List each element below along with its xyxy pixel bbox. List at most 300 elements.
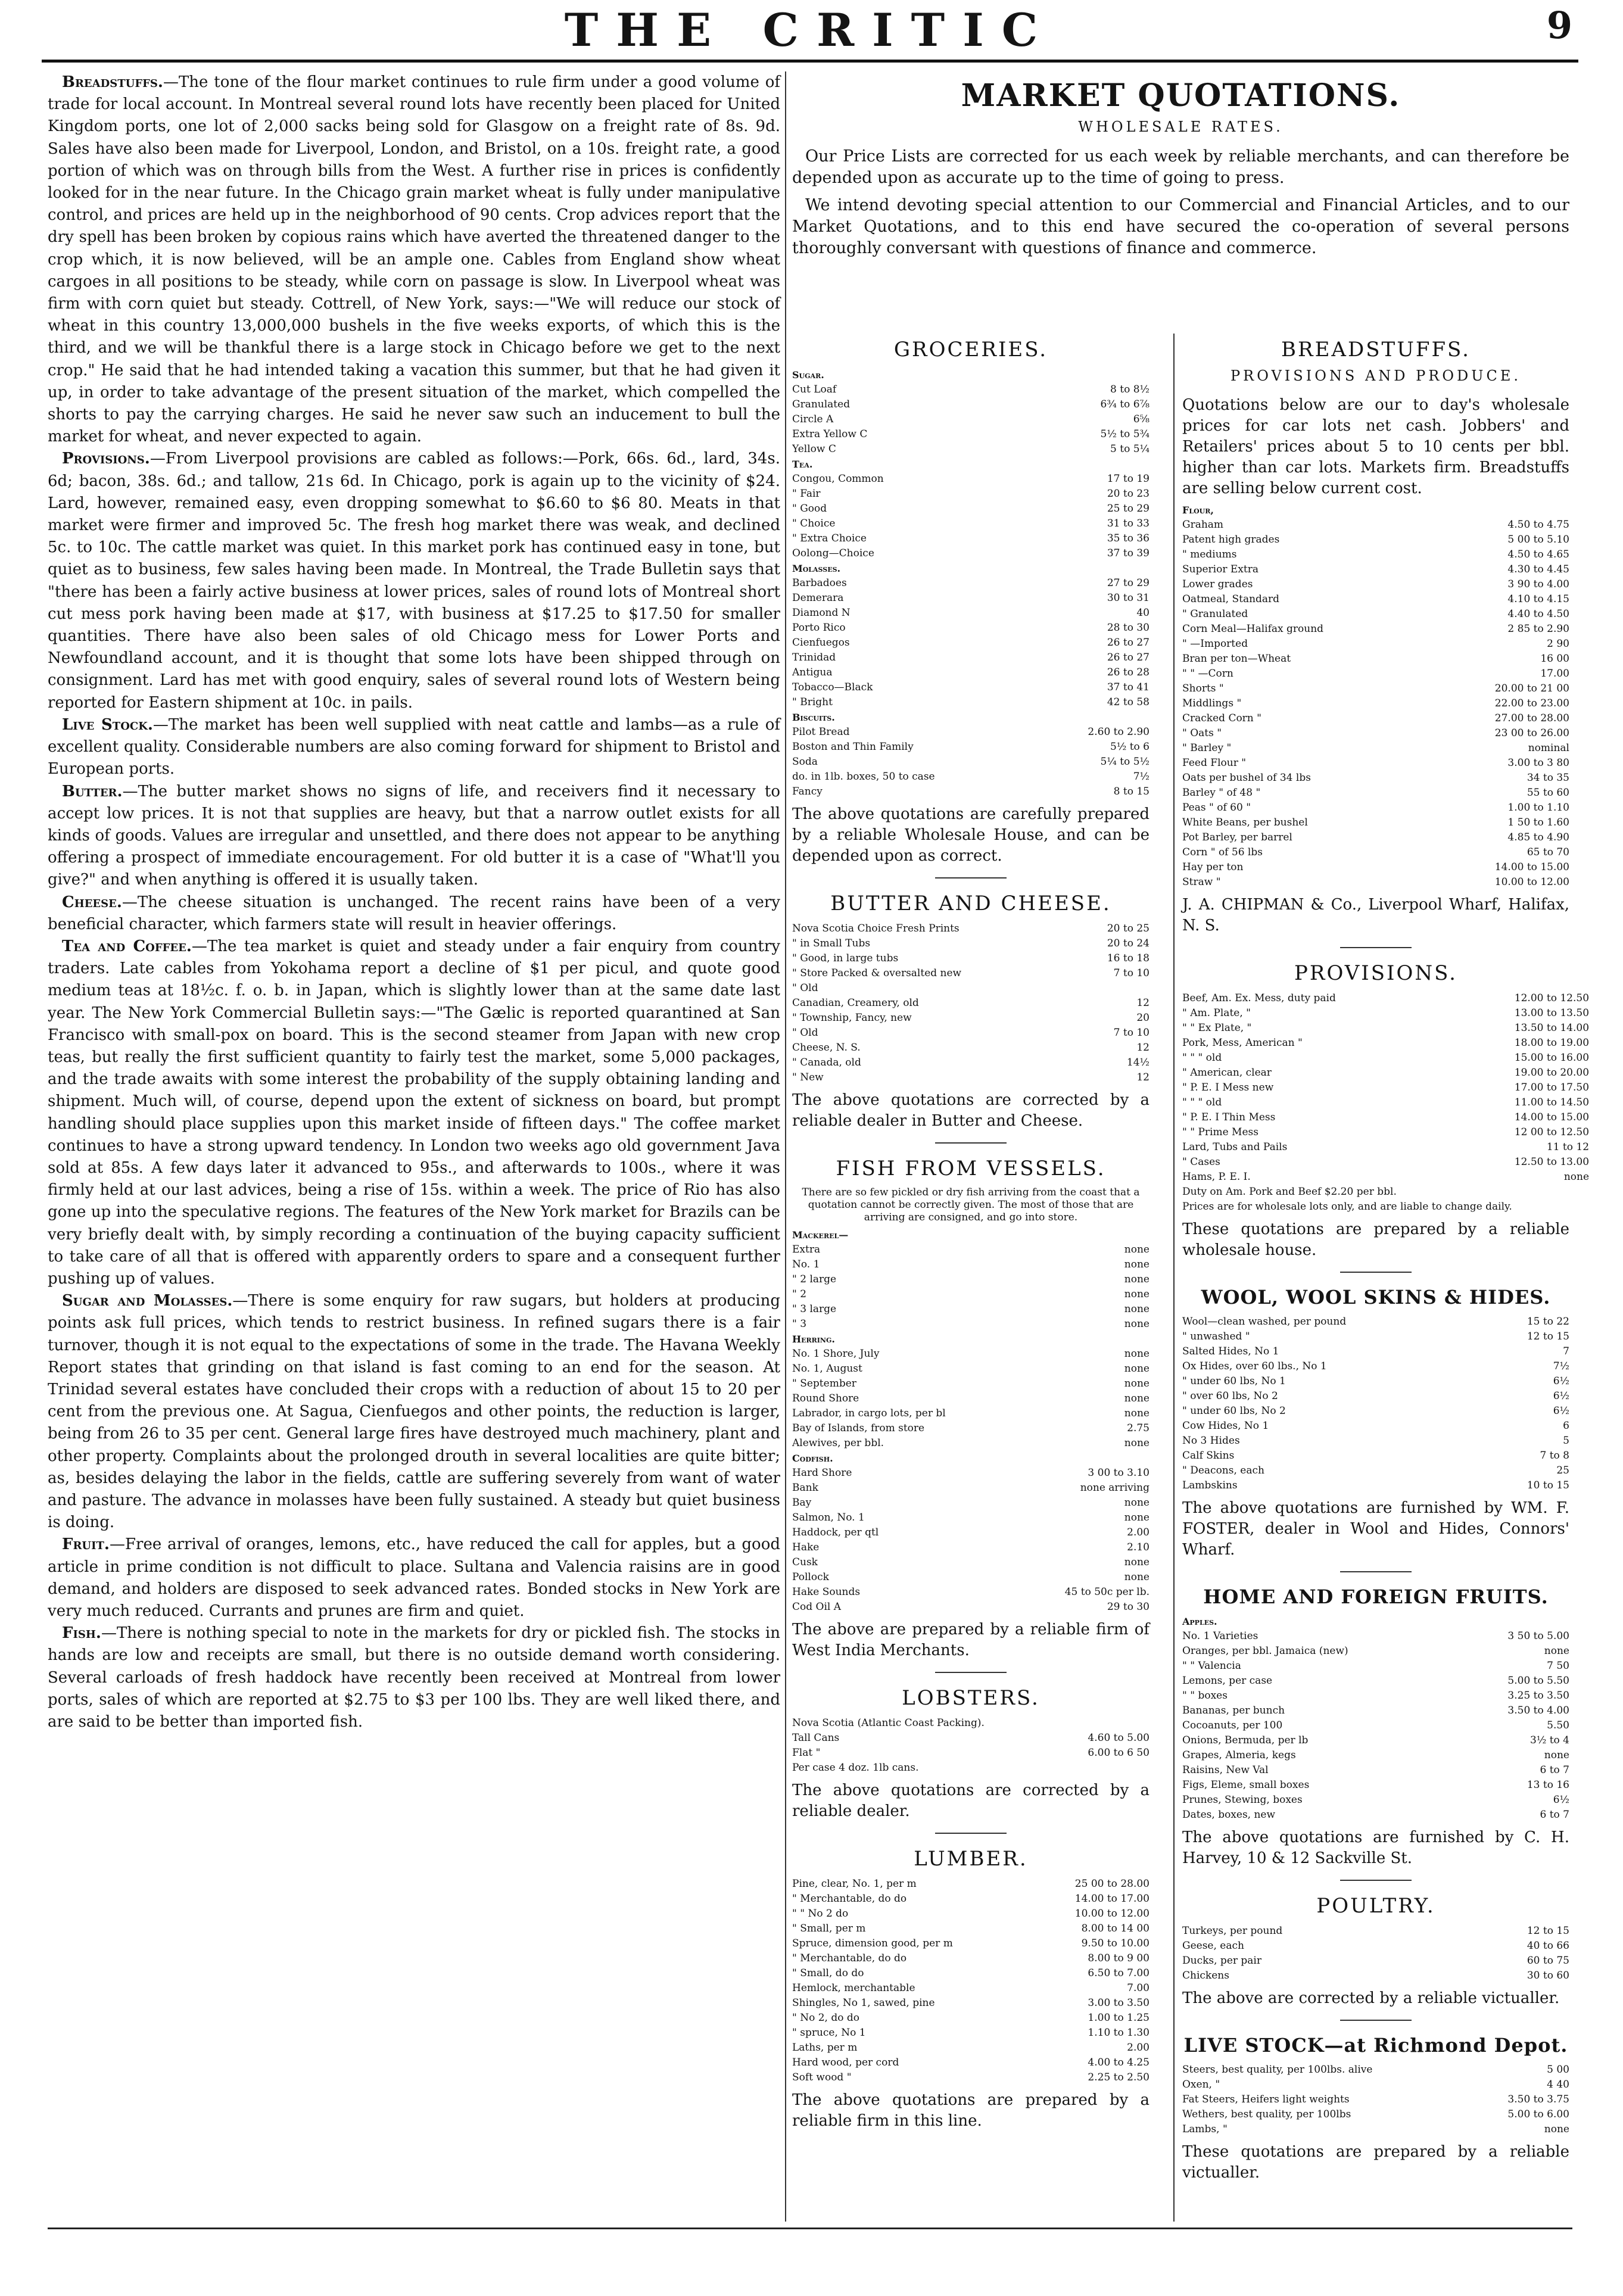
price-row [792,1496,1150,1510]
price-row [792,1272,1150,1287]
price-row [792,576,1150,591]
paragraph-lead: Provisions. [62,450,150,468]
item-name: " P. E. I Thin Mess [1182,1111,1276,1123]
item-price: 14.00 to 15.00 [1514,1111,1590,1123]
item-price: 14½ [1126,1057,1150,1068]
price-row [792,784,1150,799]
item-price: 9.50 to 10.00 [1081,1937,1150,1949]
price-row [1182,592,1569,607]
fruits-section [1182,1585,1569,1881]
wool-note: The above quotations are furnished by WM. F. FOSTER, dealer in Wool and Hides, Connors' Wharf. [1182,1499,1569,1559]
item-price: 1 50 to 1.60 [1507,817,1569,828]
item-price: 14.00 to 17.00 [1074,1893,1150,1905]
item-price: 12 to 15 [1527,1925,1569,1937]
market-quotations-header [792,71,1569,265]
item-price [1039,457,1150,472]
price-row [792,1376,1150,1391]
item-name: Grapes, Almeria, kegs [1182,1749,1296,1761]
price-row [1182,2122,1569,2137]
item-price: 20 to 23 [1107,488,1150,500]
price-row [792,1746,1150,1761]
price-row [1182,1006,1589,1021]
price-row [1182,771,1569,786]
item-price: 1.00 to 1.10 [1507,802,1569,814]
item-name: Nova Scotia (Atlantic Coast Packing). [792,1717,985,1729]
item-price: 6.00 to 6 50 [1088,1747,1150,1759]
item-name: Salmon, No. 1 [792,1512,865,1524]
item-name: Antigua [792,666,833,678]
price-row [1182,1703,1569,1718]
price-row [1182,1448,1569,1463]
item-price: 5¼ to 5½ [1100,756,1150,768]
price-row [1182,875,1569,890]
price-row [792,1257,1150,1272]
item-price: 4.85 to 4.90 [1507,831,1569,843]
paragraph-lead: Tea and Coffee. [62,937,192,955]
item-name: do. in 1lb. boxes, 50 to case [792,771,935,783]
livestock-section [1182,2034,1569,2183]
item-price: none [1124,1392,1150,1404]
price-row [1182,562,1569,577]
poultry-heading: POULTRY. [1316,1894,1435,1918]
item-price: 17 to 19 [1107,473,1150,485]
butter-heading: BUTTER AND CHEESE. [830,892,1111,915]
wool-heading: WOOL, WOOL SKINS & HIDES. [1201,1286,1551,1309]
item-name: Dates, boxes, new [1182,1809,1276,1821]
price-row [1182,1644,1569,1659]
price-row [1182,1344,1569,1359]
price-row [1182,1793,1569,1808]
price-row [1182,1389,1569,1404]
item-price: 16 00 [1540,653,1569,665]
price-row [792,951,1150,966]
price-row [792,740,1150,755]
item-price: 5 00 to 5.10 [1507,534,1569,546]
item-name: No. 1 Varieties [1182,1630,1258,1642]
item-name: " unwashed " [1182,1331,1250,1342]
item-price: 28 to 30 [1107,622,1150,634]
price-row [1182,1733,1569,1748]
item-name: " Good, in large tubs [792,952,899,964]
paragraph-text: —The butter market shows no signs of life, and receivers find it necessary to accept low prices. It is not that supplies are heavy, but that a narrow outlet exists for all kinds of goods. Values are irregular and unsettled, and there does not appear to be anything offering a prospect of immediate encouragement. For old butter it is a case of "What'll you give?" and when anything is offered it is usually taken. [48,782,780,889]
item-name: Wethers, best quality, per 100lbs [1182,2108,1351,2120]
item-price: none [1124,1363,1150,1375]
item-name: Demerara [792,592,844,604]
market-intro-2: We intend devoting special attention to our Commercial and Financial Articles, and to our Market Quotations, and to this end have secured the co-operation of several persons thoroughly conversant with questions of finance and commerce. [792,196,1569,257]
livestock-price-table [1182,2063,1569,2137]
item-price: 55 to 60 [1527,787,1569,799]
item-price: 8.00 to 9 00 [1088,1952,1150,1964]
price-row [1182,2092,1569,2107]
item-name: Wool—clean washed, per pound [1182,1316,1347,1328]
fruits-heading: HOME AND FOREIGN FRUITS. [1203,1585,1549,1608]
fruits-note: The above quotations are furnished by C. H. Harvey, 10 & 12 Sackville St. [1182,1828,1569,1867]
item-name: " 2 [792,1288,807,1300]
breadstuffs-intro: Quotations below are our to day's wholesale prices for car lots net cash. Jobbers' and Retailers' prices about 5 to 10 cents per bbl. higher than car lots. Markets firm. Breadstuffs are selling below current cost. [1182,396,1569,497]
price-row [792,1040,1150,1055]
livestock-note: These quotations are prepared by a reliable victualler. [1182,2143,1569,2182]
item-name: Hake Sounds [792,1586,861,1598]
item-price: 4.50 to 4.65 [1507,549,1569,560]
price-row [792,367,1150,382]
price-row [1182,830,1569,845]
price-row [1182,991,1589,1006]
wholesale-rates-subtitle: WHOLESALE RATES. [1078,119,1284,135]
item-name: Flat " [792,1747,821,1759]
price-row [1182,652,1569,666]
price-row [792,1026,1150,1040]
price-row [1182,1478,1569,1493]
butter-price-table [792,921,1150,1085]
price-row [792,1332,1150,1347]
item-name: Calf Skins [1182,1450,1235,1462]
item-price: 4.10 to 4.15 [1507,593,1569,605]
item-name: Prices are for wholesale lots only, and are liable to change daily. [1182,1201,1512,1213]
item-price [1060,1761,1150,1775]
item-name: " Old [792,1027,818,1039]
item-price: 3.00 to 3.50 [1088,1997,1150,2009]
paragraph-text: —The tea market is quiet and steady under a fair enquiry from country traders. Late cables from Yokohama report a decline of $1 per picul, and quote good medium teas at 18½c. f. o. b. in Japan, which is slightly lower than at the same date last year. The New York Commercial Bulletin says:—"The Gælic is reported quarantined at San Francisco with small-pox on board. This is the second steamer from Japan with new crop teas, but really the first sufficient quantity to fairly test the market, some 5,000 packages, and the trade awaits with some interest the probability of the supply obtaining landing and shipment. Much will, of course, depend upon the extent of sickness on board, but prompt handling should place supplies upon this market inside of fifteen days." The coffee market continues to have a strong upward tendency. In London two weeks ago old government Java sold at 85s. A few days later it advanced to 95s., and afterwards to 100s., where it was firmly held at our last advices, being a rise of 15s. within a week. The price of Rio has also gone up into the speculative regions. The features of the New York market for Brazils can be very briefly dealt with, by simply recording a continuation of the buying capacity sufficient to take care of all that is offered with apparently orders to spare and a consequent further pushing up of values. [48,937,780,1288]
item-name: Porto Rico [792,622,846,634]
item-price: 8 to 15 [1113,786,1150,797]
item-name: Flour, [1182,504,1214,516]
price-row [1182,1021,1589,1036]
item-name: Patent high grades [1182,534,1280,546]
item-price: 7½ [1553,1360,1569,1372]
price-row [1182,1155,1589,1170]
price-row [792,1877,1150,1892]
price-row [792,770,1150,784]
item-price: none [1124,1348,1150,1360]
item-price: 26 to 27 [1107,652,1150,663]
item-price [1462,1614,1569,1629]
item-name: " over 60 lbs, No 2 [1182,1390,1278,1402]
price-row [792,1421,1150,1436]
price-row [1182,1140,1589,1155]
item-price: 20 [1136,1012,1150,1024]
section-divider [935,1142,1007,1144]
price-row [1182,1404,1569,1419]
item-name: Cracked Corn " [1182,712,1261,724]
item-name: " " No 2 do [792,1908,849,1920]
item-name: Trinidad [792,652,836,663]
price-row [1182,1674,1569,1688]
poultry-section [1182,1894,1569,2021]
price-row [792,1347,1150,1362]
price-row [792,531,1150,546]
item-price: 18.00 to 19.00 [1514,1037,1590,1049]
market-report-paragraph [48,1290,780,1534]
fish-price-table [792,1228,1150,1615]
price-row [1182,1329,1569,1344]
market-report-paragraph [48,1534,780,1622]
item-price: 2.10 [1127,1541,1150,1553]
item-name: Corn " of 56 lbs [1182,846,1263,858]
item-price: none [1124,1273,1150,1285]
item-price: 2.00 [1127,2042,1150,2054]
item-name: Bay of Islands, from store [792,1422,925,1434]
item-price: 6 to 7 [1540,1809,1569,1821]
breadstuffs-price-table [1182,503,1569,890]
item-price: 12.50 to 13.00 [1514,1156,1590,1168]
item-price: 45 to 50c per lb. [1064,1586,1150,1598]
market-report-paragraph [48,781,780,892]
market-report-paragraph [48,1622,780,1733]
section-divider [935,877,1007,878]
item-price: 25 to 29 [1107,503,1150,515]
item-name: " " boxes [1182,1690,1228,1702]
item-name: Pork, Mess, American " [1182,1037,1303,1049]
breadstuffs-section [1182,338,1569,948]
item-price: 10.00 to 12.00 [1074,1908,1150,1920]
item-name: " Choice [792,518,836,529]
market-report-paragraph [48,892,780,936]
item-price: 7½ [1133,771,1150,783]
item-name: Shingles, No 1, sawed, pine [792,1997,935,2009]
item-price: 25 00 to 28.00 [1074,1878,1150,1890]
item-name: " 3 [792,1318,807,1330]
item-price: 7 50 [1547,1660,1569,1672]
item-price: 26 to 27 [1107,637,1150,649]
price-row [792,755,1150,770]
item-price: none [1563,1171,1590,1183]
item-price: 11 to 12 [1546,1141,1590,1153]
item-price: 12 [1136,1042,1150,1054]
item-name: Raisins, New Val [1182,1764,1269,1776]
item-name: Lambs, " [1182,2123,1228,2135]
paragraph-lead: Cheese. [62,893,122,911]
item-name: Hard wood, per cord [792,2057,899,2068]
item-name: " Am. Plate, " [1182,1007,1251,1019]
item-price [1020,1332,1150,1347]
price-row [1182,1200,1589,1214]
item-name: Pine, clear, No. 1, per m [792,1878,917,1890]
item-price: 20 to 25 [1107,923,1150,934]
provisions-heading: PROVISIONS. [1294,961,1457,985]
item-price: 10 to 15 [1527,1479,1569,1491]
item-price: 23 00 to 26.00 [1494,727,1569,739]
groceries-section [792,338,1150,878]
item-price: 40 to 66 [1527,1940,1569,1952]
price-row [792,1906,1150,1921]
item-price: none [1124,1318,1150,1330]
item-name: Circle A [792,413,834,425]
item-price [1433,503,1569,518]
item-name: Yellow C [792,443,836,455]
item-name: Oolong—Choice [792,547,874,559]
lobsters-price-table [792,1716,1150,1775]
price-row [792,680,1150,695]
market-quotations-title: MARKET QUOTATIONS. [961,77,1401,114]
item-price: 6½ [1553,1375,1569,1387]
item-name: Tea. [792,459,813,470]
item-name: Molasses. [792,563,841,574]
item-name: Congou, Common [792,473,884,485]
price-row [792,996,1150,1011]
section-divider [1340,1571,1412,1572]
item-price: 5½ to 6 [1110,741,1150,753]
column-rule [1173,334,1175,2222]
price-row [792,501,1150,516]
item-price: 13.00 to 13.50 [1514,1007,1590,1019]
price-row [792,382,1150,397]
item-price: 3.50 to 3.75 [1507,2093,1569,2105]
price-row [1182,503,1569,518]
item-name: " " Ex Plate, " [1182,1022,1252,1034]
item-name: Cusk [792,1556,818,1568]
item-name: " Store Packed & oversalted new [792,967,962,979]
price-row [792,1011,1150,1026]
price-row [792,457,1150,472]
item-name: No. 1, August [792,1363,862,1375]
price-row [792,2070,1150,2085]
item-name: Beef, Am. Ex. Mess, duty paid [1182,992,1336,1004]
item-price: 15.00 to 16.00 [1514,1052,1590,1064]
price-row [1182,1314,1569,1329]
item-price: 6½ [1553,1405,1569,1417]
market-report-paragraph [48,448,780,714]
item-name: Oatmeal, Standard [1182,593,1280,605]
item-name: White Beans, per bushel [1182,817,1308,828]
price-row [792,1892,1150,1906]
paragraph-lead: Butter. [62,782,123,800]
price-row [792,1951,1150,1966]
price-row [792,1585,1150,1600]
section-divider [1340,1272,1412,1273]
paragraph-lead: Fish. [62,1624,101,1643]
item-name: " Extra Choice [792,532,867,544]
item-price: 6⅝ [1133,413,1150,425]
market-report-paragraph [48,71,780,448]
price-row [792,1481,1150,1496]
item-name: Prunes, Stewing, boxes [1182,1794,1303,1806]
price-row [792,1451,1150,1466]
item-price: 30 to 60 [1527,1970,1569,1982]
masthead [42,0,1578,63]
item-price: 14.00 to 15.00 [1494,861,1569,873]
item-price: 17.00 to 17.50 [1514,1082,1590,1094]
paragraph-text: —The tone of the flour market continues to rule firm under a good volume of trade for local account. In Montreal several round lots have recently been placed for United Kingdom ports, one lot of 2,000 sacks being sold for Glasgow on a freight rate of 8s. 9d. Sales have also been made for Liverpool, London, and Bristol, on a 10s. freight rate, a good portion of which was on through bills from the West. A further rise in prices is confidently looked for in the near future. In the Chicago grain market wheat is fully under manipulative control, and prices are held up in the neighborhood of 90 cents. Crop advices report that the dry spell has been broken by copious rains which have averted the threatened danger to the crop which, it is now believed, will be an ample one. Cables from England show wheat cargoes in all positions to be steady, while corn on passage is slow. In Liverpool wheat was firm with corn quiet but steady. Cottrell, of New York, says:—"We will reduce our stock of wheat in this country 13,000,000 bushels in the five weeks exports, of which this is the third, and we will be thankful there is a large stock in Chicago before we get to the next crop." He said that he had intended taking a vacation this summer, but that he had given it up, in order to take advantage of the present situation of the market, which compelled the shorts to pay the carrying charges. He said he never saw such an inducement to bull the market for wheat, and never expected to again. [48,73,780,446]
item-name: " in Small Tubs [792,937,871,949]
item-name: Soda [792,756,818,768]
price-row [792,1555,1150,1570]
item-price: none arriving [1080,1482,1150,1494]
lobsters-note: The above quotations are corrected by a reliable dealer. [792,1781,1150,1820]
item-price: 26 to 28 [1107,666,1150,678]
item-price: 3 00 to 3.10 [1088,1467,1150,1479]
item-name: Hams, P. E. I. [1182,1171,1251,1183]
item-name: Alewives, per bbl. [792,1437,884,1449]
item-price: 2 90 [1547,638,1569,650]
item-price: 12 to 15 [1527,1331,1569,1342]
price-row [1182,1095,1589,1110]
item-name: " Cases [1182,1156,1220,1168]
provisions-note: These quotations are prepared by a reliable wholesale house. [1182,1220,1569,1259]
item-name: Cow Hides, No 1 [1182,1420,1269,1432]
item-price: 11.00 to 14.50 [1514,1096,1590,1108]
wool-price-table [1182,1314,1569,1493]
price-row [1182,577,1569,592]
item-name: Round Shore [792,1392,859,1404]
item-price: 29 to 30 [1107,1601,1150,1613]
item-price: 60 to 75 [1527,1955,1569,1967]
item-price: 6.50 to 7.00 [1088,1967,1150,1979]
price-row [1182,1125,1589,1140]
price-row [792,487,1150,501]
item-price: 37 to 41 [1107,681,1150,693]
item-name: Ducks, per pair [1182,1955,1261,1967]
item-name: " Old [792,982,818,994]
item-price: none [1124,1244,1150,1256]
item-price: 12 00 to 12.50 [1514,1126,1590,1138]
item-name: Onions, Bermuda, per lb [1182,1734,1309,1746]
price-row [1182,622,1569,637]
item-price: 6 to 7 [1540,1764,1569,1776]
quotations-right-column [1182,325,1590,2187]
item-name: " mediums [1182,549,1237,560]
breadstuffs-heading: BREADSTUFFS. [1281,338,1471,362]
item-price: 22.00 to 23.00 [1494,697,1569,709]
item-name: Cut Loaf [792,384,837,395]
price-row [1182,1185,1589,1200]
page-number: 9 [1546,4,1572,47]
item-price [1512,1200,1589,1214]
item-name: " Deacons, each [1182,1465,1264,1476]
price-row [1182,860,1569,875]
item-name: " Canada, old [792,1057,861,1068]
item-name: Diamond N [792,607,851,619]
price-row [792,442,1150,457]
item-price: 42 to 58 [1107,696,1150,708]
item-name: " Barley " [1182,742,1232,754]
item-name: Boston and Thin Family [792,741,914,753]
item-name: " Merchantable, do do [792,1952,907,1964]
price-row [792,591,1150,606]
item-name: Extra Yellow C [792,428,868,440]
item-name: Biscuits. [792,712,835,723]
item-price: 2.60 to 2.90 [1088,726,1150,738]
price-row [792,1242,1150,1257]
price-row [1182,786,1569,800]
item-name: Cocoanuts, per 100 [1182,1719,1283,1731]
item-price: 20 to 24 [1107,937,1150,949]
item-price: none [1124,1303,1150,1315]
price-row [1182,1170,1589,1185]
item-price: none [1124,1497,1150,1509]
item-price [1512,1185,1589,1200]
price-row [792,1287,1150,1302]
item-name: " P. E. I Mess new [1182,1082,1274,1094]
item-price: 25 [1556,1465,1569,1476]
item-price: 5.00 to 5.50 [1507,1675,1569,1687]
item-name: No. 1 [792,1258,820,1270]
price-row [1182,1939,1569,1954]
price-row [1182,666,1569,681]
item-price [1020,1228,1150,1242]
item-name: " Small, per m [792,1923,866,1934]
price-row [1182,1954,1569,1968]
item-price: 30 to 31 [1107,592,1150,604]
item-name: " " —Corn [1182,668,1233,680]
item-name: Peas " of 60 " [1182,802,1251,814]
item-name: Granulated [792,398,851,410]
item-price: 6½ [1553,1390,1569,1402]
item-name: " —Imported [1182,638,1248,650]
item-price: 7 to 10 [1113,967,1150,979]
item-price: none [1124,1258,1150,1270]
item-name: Extra [792,1244,821,1256]
item-price: 5 to 5¼ [1110,443,1150,455]
